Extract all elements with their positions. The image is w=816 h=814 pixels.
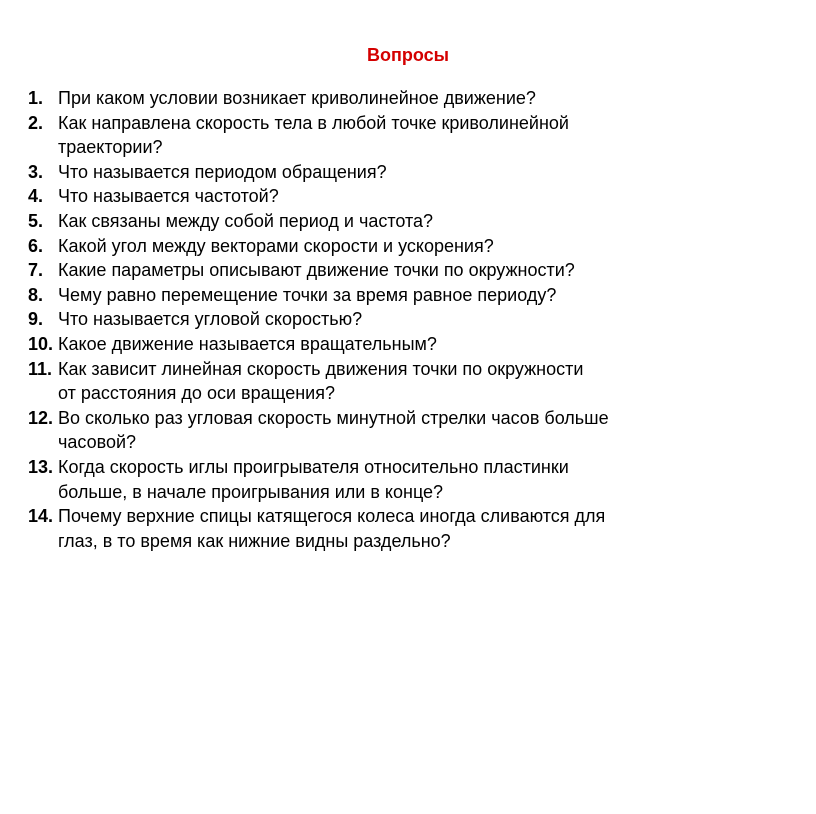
question-number: 14.	[28, 506, 54, 527]
question-text: Почему верхние спицы катящегося колеса иногда сливаются для глаз, в то время как нижние видны раздельно?	[58, 506, 606, 551]
question-number: 12.	[28, 407, 54, 428]
question-item	[28, 234, 688, 259]
question-item	[28, 307, 688, 332]
question-text: Какой угол между векторами скорости и ускорения?	[58, 235, 494, 256]
question-item	[28, 258, 688, 283]
question-text: Как зависит линейная скорость движения точки по окружности от расстояния до оси вращения?	[58, 358, 584, 404]
question-number: 1.	[28, 88, 44, 108]
question-text: Как связаны между собой период и частота?	[58, 210, 434, 231]
question-item	[28, 406, 688, 455]
question-text: Во сколько раз угловая скорость минутной стрелки часов больше часовой?	[58, 407, 609, 453]
question-number: 4.	[28, 186, 44, 207]
question-number: 11.	[28, 358, 53, 379]
question-number: 10.	[28, 333, 54, 354]
question-number: 7.	[28, 260, 44, 281]
question-text: При каком условии возникает криволинейное движение?	[58, 88, 536, 108]
question-list	[28, 86, 688, 553]
question-number: 8.	[28, 284, 44, 305]
question-text: Что называется угловой скоростью?	[58, 309, 363, 330]
question-item	[28, 332, 688, 357]
question-item	[28, 504, 688, 553]
question-text: Что называется частотой?	[58, 186, 279, 207]
question-text: Как направлена скорость тела в любой точке криволинейной траектории?	[58, 112, 569, 158]
question-number: 2.	[28, 112, 44, 133]
question-item	[28, 209, 688, 234]
question-item	[28, 111, 688, 160]
question-item	[28, 86, 688, 111]
question-number: 5.	[28, 210, 44, 231]
question-item	[28, 357, 688, 406]
question-text: Когда скорость иглы проигрывателя относительно пластинки больше, в начале проигрывания или в конце?	[58, 456, 569, 502]
question-text: Чему равно перемещение точки за время равное периоду?	[58, 284, 557, 305]
question-item	[28, 184, 688, 209]
question-text: Какое движение называется вращательным?	[58, 333, 437, 354]
question-item	[28, 283, 688, 308]
slide-title: Вопросы	[366, 45, 449, 65]
question-text: Какие параметры описывают движение точки по окружности?	[58, 260, 575, 281]
question-number: 3.	[28, 161, 44, 182]
question-text: Что называется периодом обращения?	[58, 161, 387, 182]
question-number: 13.	[28, 456, 54, 477]
question-number: 9.	[28, 309, 44, 330]
question-item	[28, 455, 688, 504]
question-item	[28, 160, 688, 185]
question-number: 6.	[28, 235, 44, 256]
